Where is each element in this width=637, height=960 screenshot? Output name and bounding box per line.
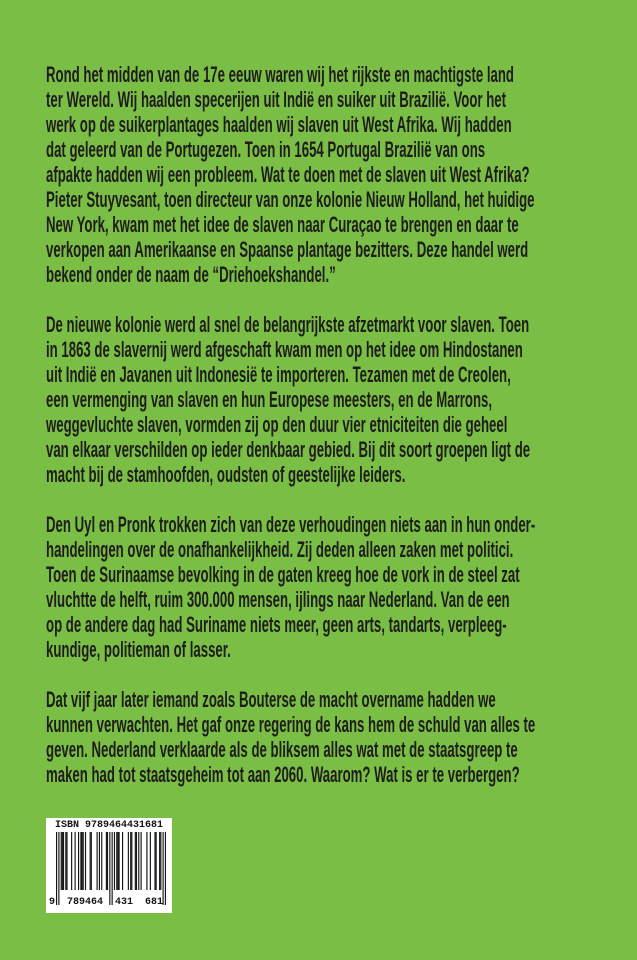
paragraph-2 <box>46 312 622 487</box>
barcode-digit-group: 789464 <box>66 897 103 908</box>
text-line: uit Indië en Javanen uit Indonesië te importeren. Tezamen met de Creolen, <box>46 362 511 387</box>
paragraph-3 <box>46 512 622 662</box>
isbn-barcode <box>46 818 172 913</box>
text-line: maken had tot staatsgeheim tot aan 2060. Waarom? Wat is er te verbergen? <box>46 762 520 787</box>
blurb <box>46 62 622 812</box>
text-line: vluchtte de helft, ruim 300.000 mensen, ijlings naar Nederland. Van de een <box>46 587 510 612</box>
text-line: van elkaar verschilden op ieder denkbaar gebied. Bij dit soort groepen ligt de <box>46 437 531 462</box>
text-line: Rond het midden van de 17e eeuw waren wij het rijkste en machtigste land <box>46 62 514 87</box>
barcode-digit-group: 431 <box>114 897 133 908</box>
text-line: geven. Nederland verklaarde als de bliksem alles wat met de staatsgreep te <box>46 737 518 762</box>
text-line: New York, kwam met het idee de slaven naar Curaçao te brengen en daar te <box>46 212 519 237</box>
text-line: werk op de suikerplantages haalden wij slaven uit West Afrika. Wij hadden <box>46 112 512 137</box>
barcode-digits <box>49 894 163 910</box>
text-line: ter Wereld. Wij haalden specerijen uit Indië en suiker uit Brazilië. Voor het <box>46 87 507 112</box>
barcode-digit-group: 681 <box>144 897 163 908</box>
text-line: kunnen verwachten. Het gaf onze regering de kans hem de schuld van alles te <box>46 712 536 737</box>
text-line: in 1863 de slavernij werd afgeschaft kwam men op het idee om Hindostanen <box>46 337 523 362</box>
text-line: Dat vijf jaar later iemand zoals Bouterse de macht overname hadden we <box>46 687 496 712</box>
paragraph-1 <box>46 62 622 287</box>
text-line: verkopen aan Amerikaanse en Spaanse plantage bezitters. Deze handel werd <box>46 237 529 262</box>
text-line: afpakte hadden wij een probleem. Wat te doen met de slaven uit West Afrika? <box>46 162 530 187</box>
text-line: Toen de Surinaamse bevolking in de gaten kreeg hoe de vork in de steel zat <box>46 562 520 587</box>
text-line: handelingen over de onafhankelijkheid. Zij deden alleen zaken met politici. <box>46 537 514 562</box>
text-line: op de andere dag had Suriname niets meer, geen arts, tandarts, verpleeg- <box>46 612 507 637</box>
isbn-label: ISBN 9789464431681 <box>54 820 164 831</box>
text-line: dat geleerd van de Portugezen. Toen in 1654 Portugal Brazilië van ons <box>46 137 486 162</box>
text-line: macht bij de stamhoofden, oudsten of geestelijke leiders. <box>46 462 406 487</box>
paragraph-4 <box>46 687 622 787</box>
text-line: bekend onder de naam de “Driehoekshandel.” <box>46 262 336 287</box>
text-line: weggevluchte slaven, vormden zij op den duur vier etniciteiten die geheel <box>46 412 508 437</box>
text-line: Pieter Stuyvesant, toen directeur van onze kolonie Nieuw Holland, het huidige <box>46 187 535 212</box>
barcode-digit-group: 9 <box>49 897 56 908</box>
text-line: Den Uyl en Pronk trokken zich van deze verhoudingen niets aan in hun onder- <box>46 512 536 537</box>
text-line: De nieuwe kolonie werd al snel de belangrijkste afzetmarkt voor slaven. Toen <box>46 312 530 337</box>
text-line: kundige, politieman of lasser. <box>46 637 231 662</box>
text-line: een vermenging van slaven en hun Europese meesters, en de Marrons, <box>46 387 493 412</box>
